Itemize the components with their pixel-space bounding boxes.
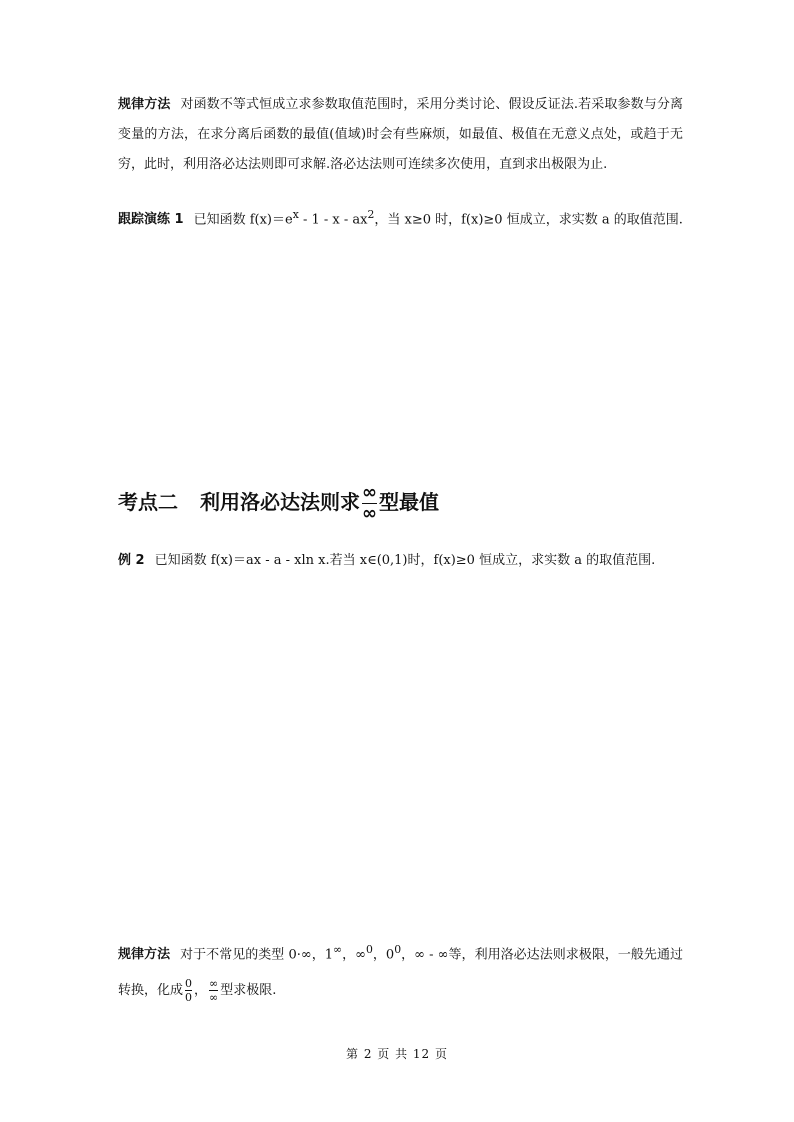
method2-text-e: 型求极限. xyxy=(220,983,277,999)
page-footer: 第 2 页 共 12 页 xyxy=(346,1047,448,1061)
method2-sup-c: 0 xyxy=(394,943,402,956)
practice-sup-a: x xyxy=(292,208,299,221)
fraction-inf-inf xyxy=(209,978,218,1003)
method-label-2: 规律方法 xyxy=(118,947,171,963)
section-heading xyxy=(118,484,439,523)
section-suffix: 型最值 xyxy=(379,490,439,514)
method2-text-c: ，0 xyxy=(372,947,395,963)
method-text: 对函数不等式恒成立求参数取值范围时，采用分类讨论、假设反证法.若采取参数与分离变量的方法，在求分离后函数的最值(值域)时会有些麻烦，如最值、极值在无意义点处，或趋于无穷，此时，利用洛必达法则即可求解.洛必达法则可连续多次使用，直到求出极限为止. xyxy=(118,97,683,172)
section-main: 利用洛必达法则求 xyxy=(200,490,360,514)
example-text: 已知函数 f(x)＝ax - a - xln x.若当 x∈(0,1)时，f(x)≥0 恒成立，求实数 a 的取值范围. xyxy=(154,553,656,568)
method-label: 规律方法 xyxy=(118,97,171,112)
practice-label: 跟踪演练 1 xyxy=(118,212,184,228)
method2-sup-a: ∞ xyxy=(333,943,343,956)
practice-text-a: 已知函数 f(x)＝e xyxy=(193,212,293,228)
practice-text-c: ，当 x≥0 时，f(x)≥0 恒成立，求实数 a 的取值范围. xyxy=(374,212,683,228)
practice-1 xyxy=(118,200,683,235)
method2-sup-b: 0 xyxy=(365,943,373,956)
heading-frac-den: ∞ xyxy=(362,503,377,524)
heading-fraction xyxy=(362,484,377,523)
method-note-1 xyxy=(118,90,683,180)
heading-frac-num: ∞ xyxy=(362,482,377,503)
frac2-num: ∞ xyxy=(209,977,219,991)
practice-sup-b: 2 xyxy=(367,208,375,221)
method2-sep: ， xyxy=(194,983,208,999)
example-2 xyxy=(118,546,683,576)
method-note-2 xyxy=(118,932,683,1009)
fraction-zero-zero xyxy=(185,978,192,1003)
method2-text-a: 对于不常见的类型 0·∞，1 xyxy=(180,947,334,963)
frac1-num: 0 xyxy=(185,977,193,991)
frac1-den: 0 xyxy=(185,991,193,1005)
method2-text-d: ，∞ - ∞等，利用洛必达法则求极限，一般先通过转换，化成 xyxy=(118,947,683,999)
practice-text-b: - 1 - x - ax xyxy=(298,212,368,228)
section-prefix: 考点二 xyxy=(118,490,178,514)
method2-text-b: ，∞ xyxy=(342,947,366,963)
example-label: 例 2 xyxy=(118,553,145,568)
frac2-den: ∞ xyxy=(209,991,219,1005)
